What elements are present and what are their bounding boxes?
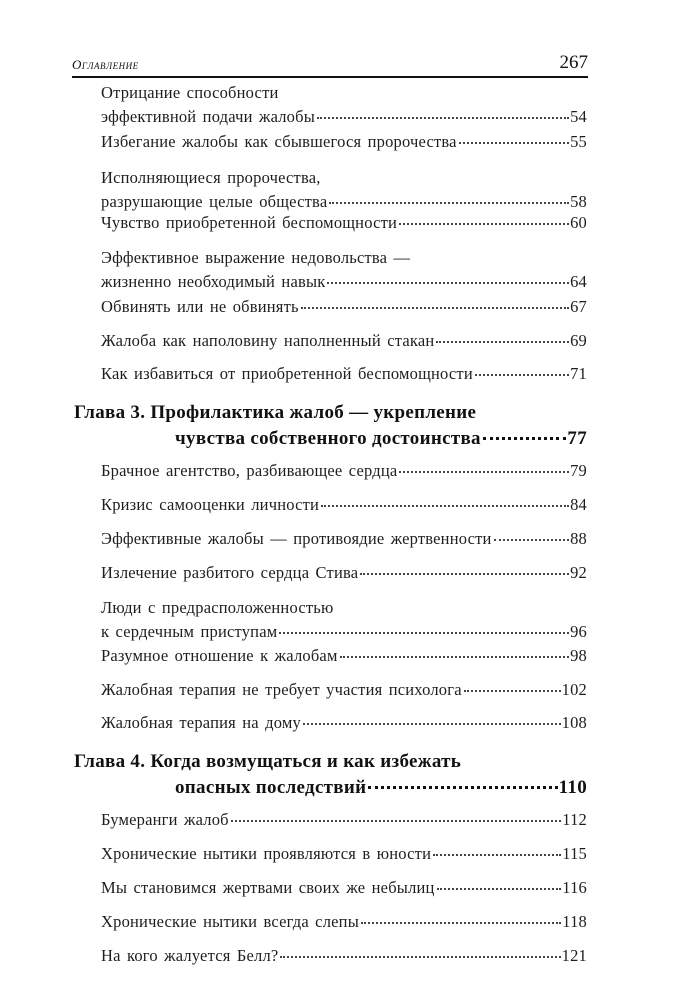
dot-leader — [399, 470, 569, 473]
dot-leader — [437, 887, 562, 890]
dot-leader — [459, 141, 569, 144]
toc-entry[interactable] — [101, 246, 587, 294]
chapter-title: Глава 3. Профилактика жалоб — укрепление — [74, 402, 477, 423]
toc-page-number: 69 — [570, 331, 587, 350]
dot-leader — [317, 116, 569, 119]
dot-leader — [303, 722, 561, 725]
dot-leader — [361, 921, 561, 924]
toc-entry[interactable] — [101, 362, 587, 386]
dot-leader — [360, 572, 569, 575]
toc-entry-title: Хронические нытики всегда слепы — [101, 912, 359, 931]
dot-leader — [464, 689, 561, 692]
dot-leader — [280, 955, 560, 958]
chapter-3-heading[interactable] — [74, 400, 587, 452]
toc-page-number: 116 — [562, 878, 587, 897]
toc-page-number: 110 — [558, 777, 587, 798]
toc-entry[interactable] — [101, 711, 587, 735]
toc-entry-title: Мы становимся жертвами своих же небылиц — [101, 878, 435, 897]
dot-leader — [368, 785, 557, 789]
dot-leader — [321, 504, 569, 507]
dot-leader — [231, 819, 562, 822]
toc-entry-title: жизненно необходимый навык — [101, 272, 326, 291]
toc-page-number: 79 — [570, 461, 587, 480]
toc-page-number: 67 — [570, 297, 587, 316]
toc-entry[interactable] — [101, 944, 587, 968]
toc-entry-title: Кризис самооценки личности — [101, 495, 320, 514]
toc-entry-title: Брачное агентство, разбивающее сердца — [101, 461, 398, 480]
toc-entry-title: Обвинять или не обвинять — [101, 297, 299, 316]
dot-leader — [301, 306, 569, 309]
toc-entry-title: Исполняющиеся пророчества, — [101, 168, 321, 187]
toc-entry[interactable] — [101, 459, 587, 483]
toc-page-number: 121 — [561, 946, 587, 965]
toc-entry-title: Как избавиться от приобретенной беспомощности — [101, 364, 473, 383]
chapter-title: чувства собственного достоинства — [175, 428, 481, 449]
toc-page-number: 58 — [570, 192, 587, 211]
toc-entry[interactable] — [101, 678, 587, 702]
toc-page-number: 84 — [570, 495, 587, 514]
toc-page-number: 55 — [570, 132, 587, 151]
toc-entry[interactable] — [101, 876, 587, 900]
toc-entry[interactable] — [101, 910, 587, 934]
toc-entry-title: Избегание жалобы как сбывшегося пророчества — [101, 132, 457, 151]
dot-leader — [399, 222, 569, 225]
toc-entry[interactable] — [101, 596, 587, 644]
toc-entry[interactable] — [101, 295, 587, 319]
toc-entry[interactable] — [101, 808, 587, 832]
toc-page-number: 96 — [570, 622, 587, 641]
toc-entry-title: Жалоба как наполовину наполненный стакан — [101, 331, 435, 350]
toc-entry[interactable] — [101, 561, 587, 585]
toc-page-number: 98 — [570, 646, 587, 665]
toc-entry[interactable] — [101, 166, 587, 214]
dot-leader — [483, 436, 567, 440]
dot-leader — [436, 340, 569, 343]
toc-page-number: 118 — [562, 912, 587, 931]
toc-entry[interactable] — [101, 81, 587, 129]
toc-entry-title: Эффективные жалобы — противоядие жертвенности — [101, 529, 492, 548]
toc-entry[interactable] — [101, 644, 587, 668]
toc-entry-title: Жалобная терапия не требует участия психолога — [101, 680, 462, 699]
toc-page-number: 71 — [570, 364, 587, 383]
toc-page-number: 54 — [570, 107, 587, 126]
toc-page-number: 77 — [567, 428, 587, 449]
toc-entry-title: эффективной подачи жалобы — [101, 107, 316, 126]
toc-entry-title: Эффективное выражение недовольства — — [101, 248, 411, 267]
toc-entry-title: Бумеранги жалоб — [101, 810, 229, 829]
toc-entry[interactable] — [101, 842, 587, 866]
toc-page-number: 64 — [570, 272, 587, 291]
toc-entry-title: Отрицание способности — [101, 83, 279, 102]
header-page-number: 267 — [559, 52, 588, 73]
toc-entry-title: На кого жалуется Белл? — [101, 946, 279, 965]
toc-page-number: 88 — [570, 529, 587, 548]
toc-entry-title: Хронические нытики проявляются в юности — [101, 844, 432, 863]
dot-leader — [279, 631, 569, 634]
toc-entry-title: Люди с предрасположенностью — [101, 598, 334, 617]
dot-leader — [327, 281, 569, 284]
toc-entry-title: Разумное отношение к жалобам — [101, 646, 338, 665]
toc-entry[interactable] — [101, 527, 587, 551]
toc-entry-title: Излечение разбитого сердца Стива — [101, 563, 359, 582]
toc-entry-title: Чувство приобретенной беспомощности — [101, 213, 398, 232]
toc-page-number: 115 — [562, 844, 587, 863]
chapter-title: опасных последствий — [175, 777, 367, 798]
running-header — [72, 52, 588, 78]
dot-leader — [329, 201, 569, 204]
toc-entry-title: разрушающие целые общества — [101, 192, 328, 211]
toc-entry[interactable] — [101, 493, 587, 517]
dot-leader — [433, 853, 561, 856]
toc-page-number: 102 — [561, 680, 587, 699]
toc-entry-title: Жалобная терапия на дому — [101, 713, 301, 732]
toc-entry[interactable] — [101, 130, 587, 154]
toc-entry[interactable] — [101, 329, 587, 353]
toc-entry-title: к сердечным приступам — [101, 622, 278, 641]
toc-page-number: 108 — [561, 713, 587, 732]
chapter-4-heading[interactable] — [74, 749, 587, 801]
toc-page-number: 60 — [570, 213, 587, 232]
dot-leader — [340, 655, 570, 658]
dot-leader — [494, 538, 570, 541]
header-title: Оглавление — [72, 57, 139, 72]
toc-page-number: 92 — [570, 563, 587, 582]
toc-entry[interactable] — [101, 211, 587, 235]
dot-leader — [475, 373, 569, 376]
toc-page-number: 112 — [562, 810, 587, 829]
chapter-title: Глава 4. Когда возмущаться и как избежать — [74, 751, 462, 772]
